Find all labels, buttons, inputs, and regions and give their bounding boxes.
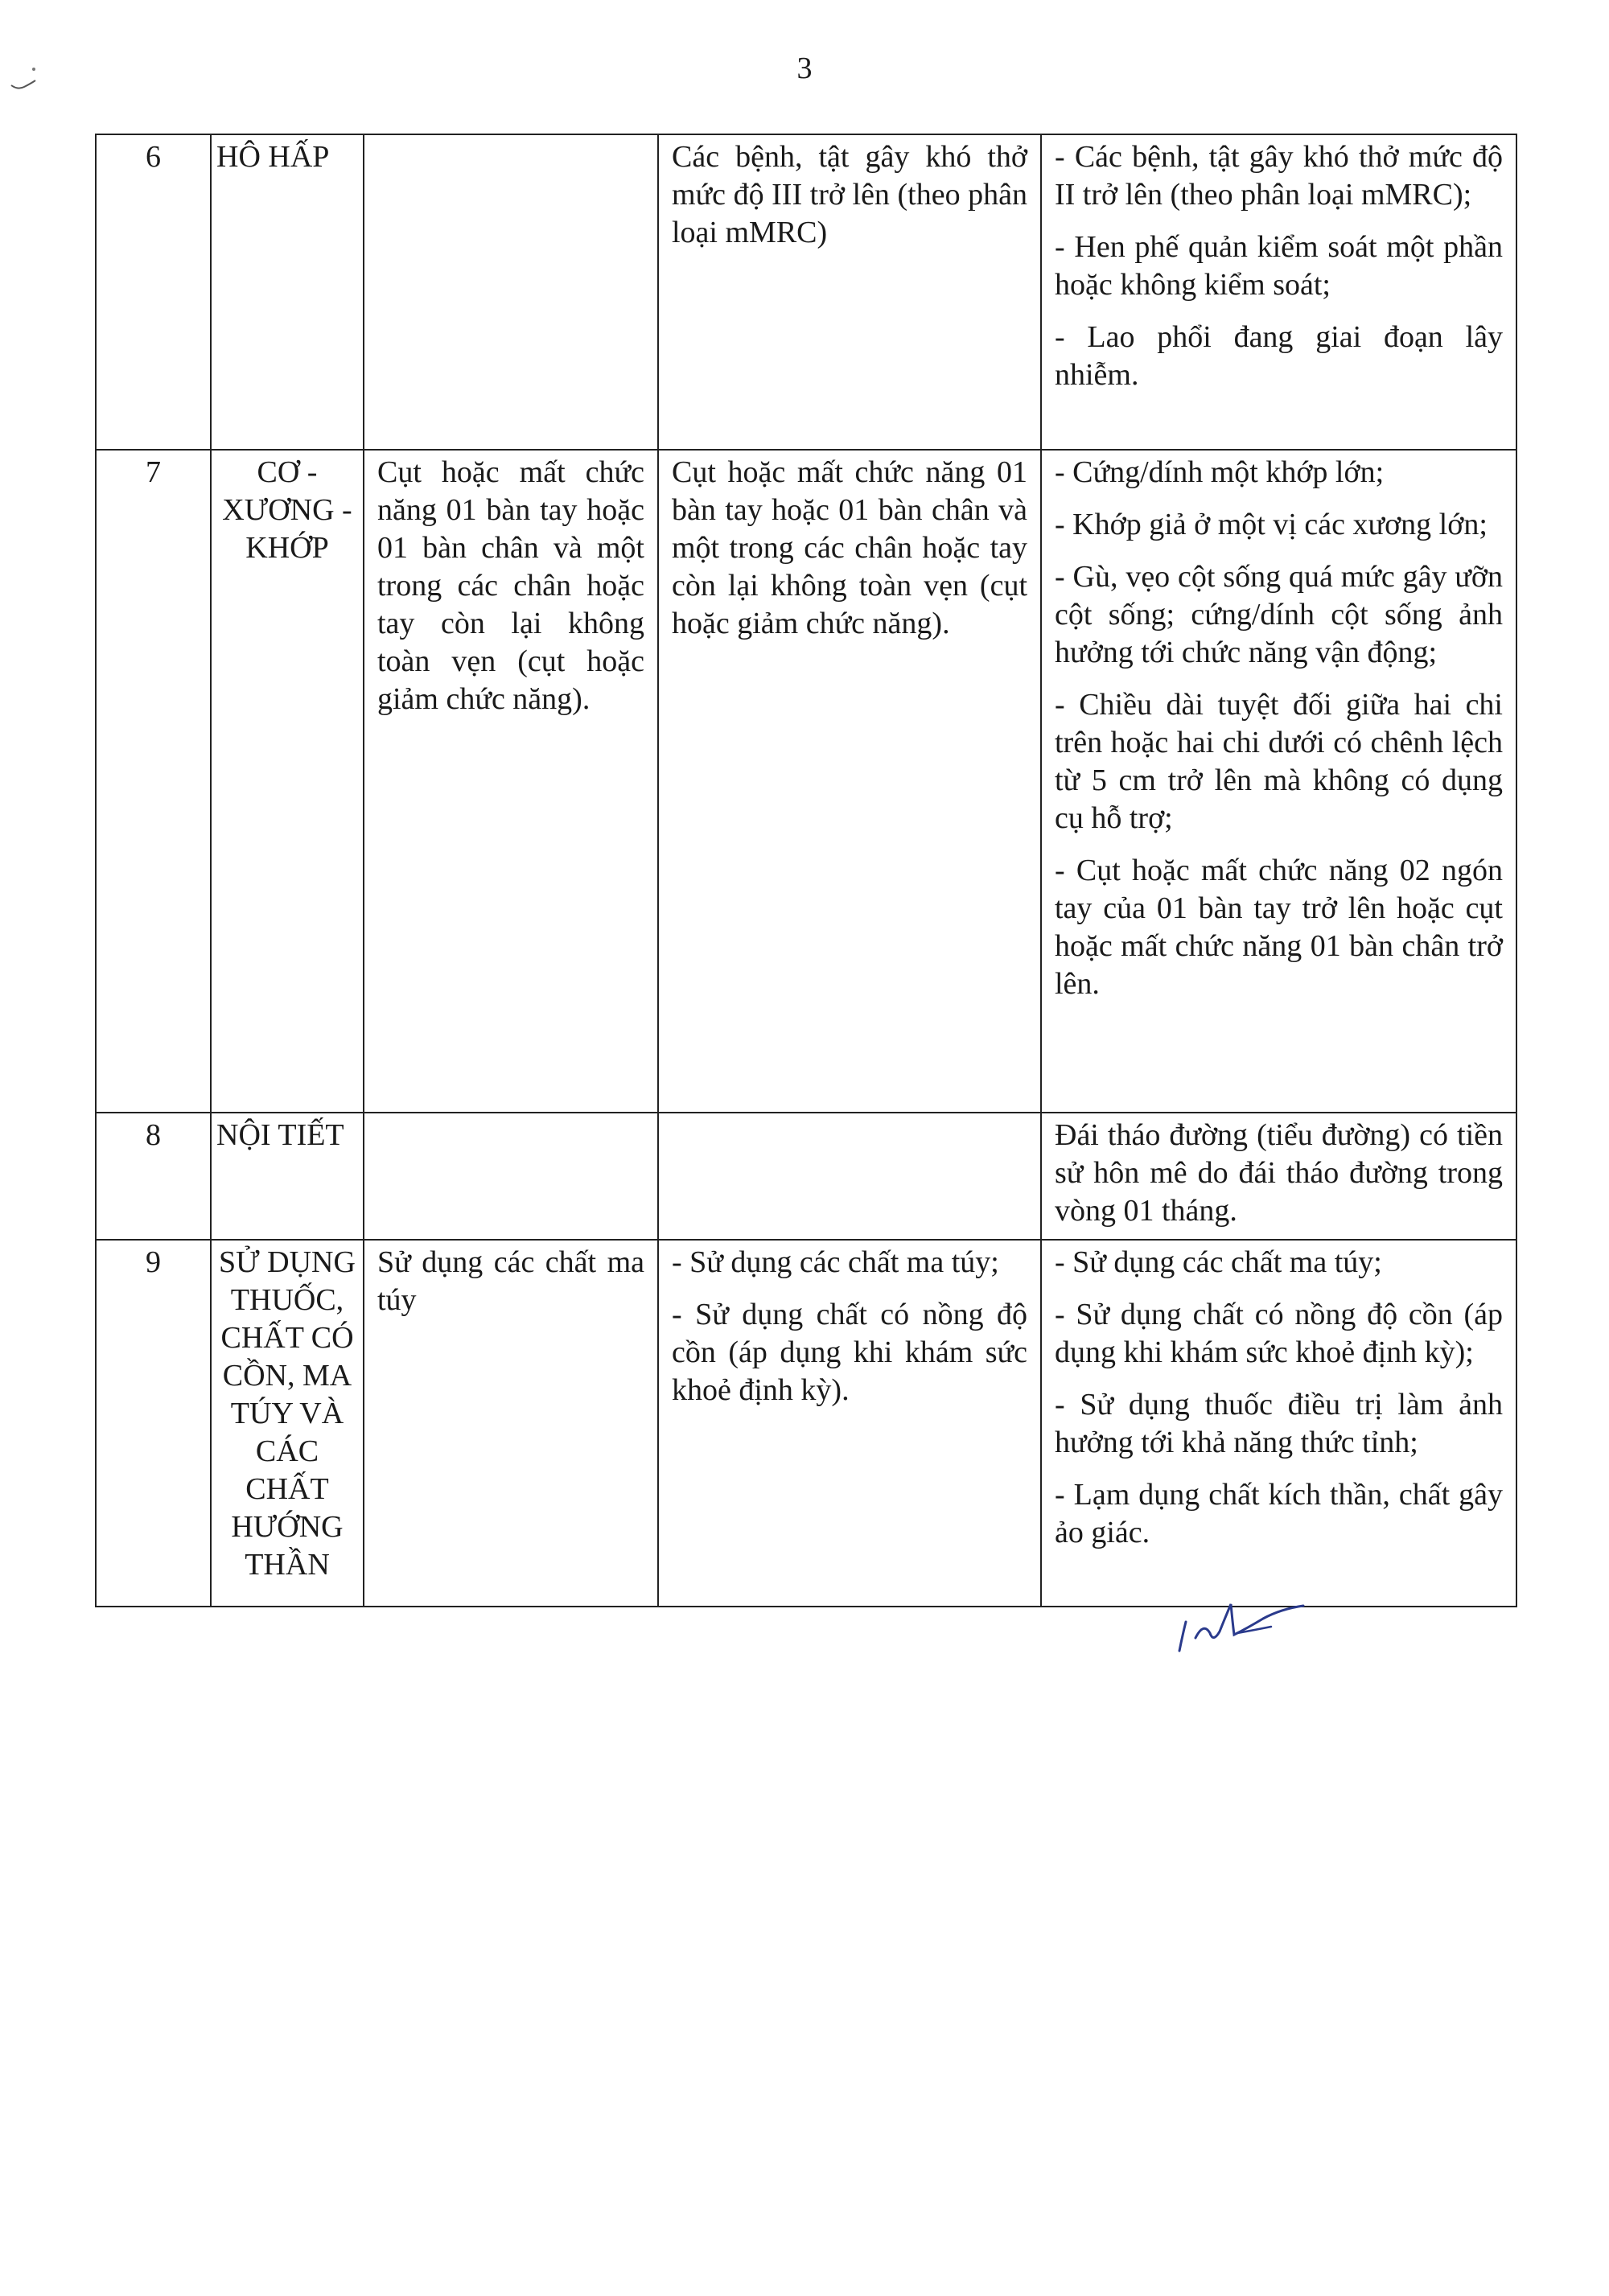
table-row xyxy=(96,1240,1516,1607)
col-c-item: - Gù, vẹo cột sống quá mức gây ưỡn cột sống; cứng/dính cột sống ảnh hưởng tới chức năng vận động; xyxy=(1055,560,1503,669)
col-c-item: - Hen phế quản kiểm soát một phần hoặc không kiểm soát; xyxy=(1055,230,1503,302)
col-b-cell xyxy=(658,1240,1041,1607)
col-b-cell xyxy=(658,1113,1041,1240)
row-number: 8 xyxy=(96,1113,211,1240)
col-b-cell xyxy=(658,450,1041,1113)
col-c-item: - Cụt hoặc mất chức năng 02 ngón tay của 01 bàn tay trở lên hoặc cụt hoặc mất chức năng 01 bàn chân trở lên. xyxy=(1055,854,1503,1001)
col-a-cell xyxy=(364,1113,658,1240)
col-a-cell: Cụt hoặc mất chức năng 01 bàn tay hoặc 01 bàn chân và một trong các chân hoặc tay còn lại không toàn vẹn (cụt hoặc giảm chức năng). xyxy=(364,450,658,1113)
col-b-item: Các bệnh, tật gây khó thở mức độ III trở lên (theo phân loại mMRC) xyxy=(672,140,1027,249)
col-c-item: Đái tháo đường (tiểu đường) có tiền sử hôn mê do đái tháo đường trong vòng 01 tháng. xyxy=(1055,1118,1503,1228)
col-a-cell xyxy=(364,134,658,450)
table-row xyxy=(96,134,1516,450)
col-c-item: - Lạm dụng chất kích thần, chất gây ảo giác. xyxy=(1055,1478,1503,1549)
col-c-cell xyxy=(1041,450,1516,1113)
col-b-item: - Sử dụng chất có nồng độ cồn (áp dụng khi khám sức khoẻ định kỳ). xyxy=(672,1298,1027,1407)
col-c-cell xyxy=(1041,134,1516,450)
col-c-item: - Sử dụng thuốc điều trị làm ảnh hưởng tới khả năng thức tỉnh; xyxy=(1055,1388,1503,1459)
col-b-cell xyxy=(658,134,1041,450)
col-a-cell: Sử dụng các chất ma túy xyxy=(364,1240,658,1607)
col-c-item: - Khớp giả ở một vị các xương lớn; xyxy=(1055,508,1488,541)
handwritten-signature-icon xyxy=(1168,1598,1313,1656)
row-group: HÔ HẤP xyxy=(211,134,364,450)
col-b-item: Cụt hoặc mất chức năng 01 bàn tay hoặc 01 bàn chân và một trong các chân hoặc tay còn lại không toàn vẹn (cụt hoặc giảm chức năng). xyxy=(672,455,1027,640)
col-c-cell xyxy=(1041,1113,1516,1240)
row-number: 7 xyxy=(96,450,211,1113)
col-c-item: - Chiều dài tuyệt đối giữa hai chi trên hoặc hai chi dưới có chênh lệch từ 5 cm trở lên mà không có dụng cụ hỗ trợ; xyxy=(1055,688,1503,835)
col-c-cell xyxy=(1041,1240,1516,1607)
row-number: 6 xyxy=(96,134,211,450)
col-c-item: - Sử dụng chất có nồng độ cồn (áp dụng khi khám sức khoẻ định kỳ); xyxy=(1055,1298,1503,1369)
row-number: 9 xyxy=(96,1240,211,1607)
col-c-item: - Lao phổi đang giai đoạn lây nhiễm. xyxy=(1055,320,1503,392)
scan-mark-icon xyxy=(10,64,39,97)
col-c-item: - Sử dụng các chất ma túy; xyxy=(1055,1245,1382,1279)
row-group: SỬ DỤNG THUỐC, CHẤT CÓ CỒN, MA TÚY VÀ CÁC CHẤT HƯỚNG THẦN xyxy=(211,1240,364,1607)
table-row xyxy=(96,450,1516,1113)
col-b-item: - Sử dụng các chất ma túy; xyxy=(672,1245,999,1279)
row-group: NỘI TIẾT xyxy=(211,1113,364,1240)
criteria-table xyxy=(95,134,1517,1607)
table-row xyxy=(96,1113,1516,1240)
col-c-item: - Các bệnh, tật gây khó thở mức độ II trở lên (theo phân loại mMRC); xyxy=(1055,140,1503,212)
page-number: 3 xyxy=(796,51,813,85)
row-group: CƠ - XƯƠNG - KHỚP xyxy=(211,450,364,1113)
col-c-item: - Cứng/dính một khớp lớn; xyxy=(1055,455,1385,489)
